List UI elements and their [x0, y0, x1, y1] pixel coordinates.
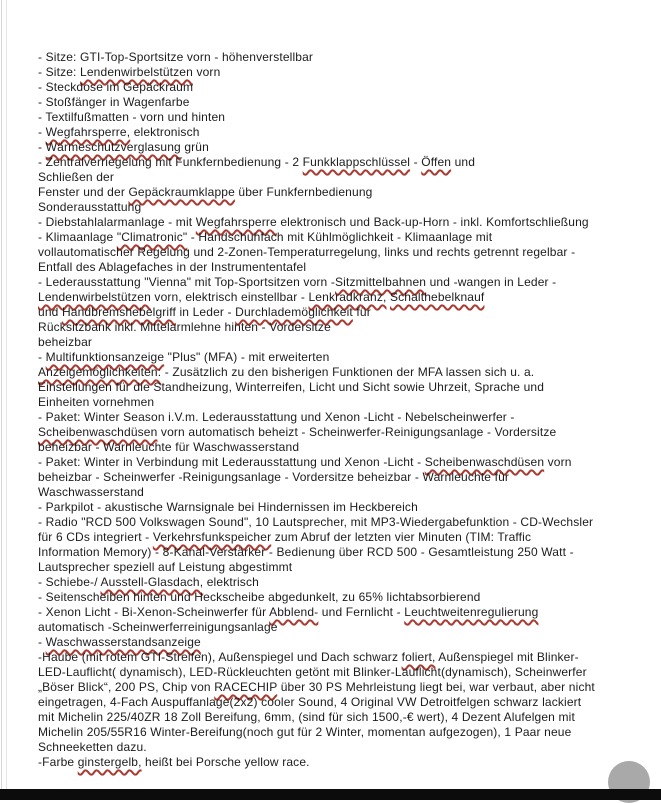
text-segment: vollautomatischer Regelung und 2-Zonen-Temperaturregelung, links und rechts getrennt regelbar - [38, 245, 576, 259]
text-line [38, 410, 645, 425]
text-segment: - Radio "RCD 500 Volkswagen Sound", 10 Lautsprecher, mit MP3-Wiedergabefunktion - CD-Wechsler [38, 515, 594, 529]
misspelled-word: Wegfahrsperre [195, 215, 277, 229]
text-line [38, 305, 645, 320]
misspelled-word: Handbremshebelgriff [61, 305, 176, 319]
misspelled-word: Abblend- [269, 605, 319, 619]
text-line [38, 215, 645, 230]
text-segment: - [38, 635, 46, 649]
text-segment: - Diebstahlalarmanlage - mit [38, 215, 196, 229]
text-segment: Einstellungen für die Standheizung, Winterreifen, Licht und Sicht sowie Uhrzeit, Sprache und [38, 380, 545, 394]
text-segment: Sonderausstattung [38, 200, 142, 214]
misspelled-word: Funkklappschlüssel [302, 155, 411, 169]
text-line [38, 365, 645, 380]
text-line [38, 290, 645, 305]
text-segment: - Xenon Licht - Bi-Xenon-Scheinwerfer für [38, 605, 270, 619]
text-segment: - Zusätzlich zu den bisherigen Funktionen der MFA lassen sich u. a. [161, 365, 535, 379]
text-segment: LED-Lauflicht( dynamisch), LED-Rückleuchten getönt mit Blinker-Lauflicht(dynamisch), Scheinwerfer [38, 665, 587, 679]
text-line [38, 500, 645, 515]
text-line [38, 275, 645, 290]
misspelled-word: RACECHIP [214, 680, 278, 694]
text-segment: in Leder - [176, 305, 236, 319]
text-segment: - Schiebe-/ [38, 575, 101, 589]
misspelled-word: Leuchtweitenregulierung [404, 605, 539, 619]
text-line [38, 245, 645, 260]
text-segment: vorn, elektrisch einstellbar - [150, 290, 309, 304]
text-segment: Schließen der [38, 170, 114, 184]
text-line [38, 80, 645, 95]
text-segment: - [38, 350, 46, 364]
text-segment: - [410, 155, 422, 169]
text-line [38, 65, 645, 80]
text-segment: heißt bei Porsche yellow race. [141, 755, 310, 769]
text-segment: Außenspiegel mit Blinker- [435, 650, 579, 664]
text-segment: für [352, 305, 371, 319]
text-segment: - Sitze: GTI-Top-Sportsitze vorn - höhenverstellbar [38, 50, 314, 64]
text-segment: und Fernlicht - [318, 605, 405, 619]
text-segment: - Sitze: [38, 65, 81, 79]
text-line [38, 695, 645, 710]
text-segment: - Lederausstattung "Vienna" mit Top-Sportsitzen vorn - [38, 275, 335, 289]
text-line [38, 530, 645, 545]
misspelled-word: Scheibenwaschdüsen [38, 425, 158, 439]
text-segment: Waschwasserstand [38, 485, 144, 499]
text-segment: - [38, 140, 46, 154]
text-line [38, 380, 645, 395]
page-left-edge [1, 0, 7, 800]
text-segment: über Funkfernbedienung [234, 185, 373, 199]
text-segment: - [38, 125, 46, 139]
misspelled-word: Gepäckraumklappe [128, 185, 235, 199]
misspelled-word: Lenkradkranz, [308, 290, 387, 304]
text-segment: und [451, 155, 476, 169]
misspelled-word: Lendenwirbelstützen [80, 65, 193, 79]
misspelled-word: Lendenwirbelstützen [38, 290, 151, 304]
misspelled-word: "Climatronic" [116, 230, 188, 244]
text-line [38, 710, 645, 725]
text-segment: und [38, 305, 62, 319]
text-line [38, 515, 645, 530]
text-segment: zum Abruf der letzten vier Minuten (TIM: Traffic [271, 530, 532, 544]
text-segment: mit Michelin 225/40ZR 18 Zoll Bereifung, 6mm, (sind für sich 1500,-€ wert), 4 Dezent Alufelgen mit [38, 710, 575, 724]
text-line [38, 635, 645, 650]
text-segment: vorn [192, 65, 221, 79]
text-line [38, 620, 645, 635]
misspelled-word: Verkehrsfunkspeicher [152, 530, 272, 544]
misspelled-word: Multifunktionsanzeige [45, 350, 165, 364]
document-text [38, 50, 645, 770]
text-line [38, 605, 645, 620]
text-line [38, 425, 645, 440]
misspelled-word: Ausstell-Glasdach, [100, 575, 204, 589]
misspelled-word: Waschwasserstandsanzeige [45, 635, 201, 649]
text-line [38, 650, 645, 665]
text-segment: vorn [544, 455, 572, 469]
text-line [38, 185, 645, 200]
misspelled-word: Schalthebelknauf [389, 290, 485, 304]
text-line [38, 755, 645, 770]
text-line [38, 260, 645, 275]
text-segment: Entfall des Ablagefaches in der Instrumententafel [38, 260, 307, 274]
text-segment: - Seitenscheiben hinten und Heckscheibe abgedunkelt, zu 65% lichtabsorbierend [38, 590, 481, 604]
text-line [38, 350, 645, 365]
text-line [38, 50, 645, 65]
text-segment: - Textilfußmatten - vorn und hinten [38, 110, 226, 124]
text-segment: beheizbar [38, 335, 93, 349]
text-line [38, 725, 645, 740]
text-segment: - Paket: Winter Season i.V.m. Lederausstattung und Xenon -Licht - Nebelscheinwerfer - [38, 410, 515, 424]
text-line [38, 590, 645, 605]
misspelled-word: foliert, [401, 650, 436, 664]
text-line [38, 230, 645, 245]
text-segment: für 6 CDs integriert - [38, 530, 153, 544]
text-segment: beheizbar - Warnleuchte für Waschwasserstand [38, 440, 300, 454]
text-segment: und -wangen in Leder - [426, 275, 557, 289]
text-segment: elektronisch [130, 125, 200, 139]
text-line [38, 665, 645, 680]
text-segment: grün [180, 140, 209, 154]
bottom-bar [0, 789, 661, 800]
misspelled-word: Sitzmittelbahnen [335, 275, 427, 289]
text-segment: automatisch -Scheinwerferreinigungsanlage [38, 620, 278, 634]
text-segment: vorn automatisch beheizt - Scheinwerfer-Reinigungsanlage - Vordersitze [157, 425, 557, 439]
text-line [38, 200, 645, 215]
text-line [38, 440, 645, 455]
text-line [38, 110, 645, 125]
text-line [38, 740, 645, 755]
text-line [38, 140, 645, 155]
text-line [38, 455, 645, 470]
misspelled-word: Wärmeschutzverglasung [45, 140, 181, 154]
text-segment: - Handschuhfach mit Kühlmöglichkeit - Klimaanlage mit [187, 230, 493, 244]
misspelled-word: Anzeigemöglichkeiten: [38, 365, 162, 379]
text-segment: Schneeketten dazu. [38, 740, 147, 754]
text-segment: beheizbar - Scheinwerfer -Reinigungsanlage - Vordersitze beheizbar - Warnleuchte für [38, 470, 510, 484]
misspelled-word: Durchlademöglichkeit [235, 305, 353, 319]
text-segment: "Plus" (MFA) - mit erweiterten [164, 350, 330, 364]
text-segment: „Böser Blick“, 200 PS, Chip von [38, 680, 215, 694]
text-line [38, 485, 645, 500]
text-line [38, 560, 645, 575]
text-segment: über 30 PS Mehrleistung liegt bei, war verbaut, aber nicht [277, 680, 595, 694]
text-segment: Einheiten vornehmen [38, 395, 155, 409]
text-line [38, 545, 645, 560]
text-segment: elektrisch [203, 575, 259, 589]
text-segment: Michelin 205/55R16 Winter-Bereifung(noch gut für 2 Winter, momentan aufgezogen), 1 Paar neue [38, 725, 572, 739]
text-segment: - Paket: Winter in Verbindung mit Lederausstattung und Xenon -Licht - [38, 455, 425, 469]
text-segment: - Zentralverriegelung mit Funkfernbedienung - 2 [38, 155, 303, 169]
misspelled-word: Öffen [421, 155, 452, 169]
text-line [38, 470, 645, 485]
misspelled-word: ginstergelb, [77, 755, 142, 769]
text-line [38, 680, 645, 695]
text-segment: -Haube (mit rotem GTI-Streifen), Außenspiegel und Dach schwarz [38, 650, 402, 664]
text-line [38, 395, 645, 410]
text-line [38, 320, 645, 335]
text-segment: Rücksitzbank inkl. Mittelarmlehne hinten - Vordersitze [38, 320, 331, 334]
text-segment: elektronisch und Back-up-Horn - inkl. Komfortschließung [276, 215, 589, 229]
misspelled-word: Wegfahrsperre, [45, 125, 131, 139]
text-line [38, 125, 645, 140]
text-line [38, 95, 645, 110]
text-segment: -Farbe [38, 755, 78, 769]
text-segment: - Steckdose im Gepäckraum [38, 80, 194, 94]
text-line [38, 575, 645, 590]
text-segment: Fenster und der [38, 185, 129, 199]
misspelled-word: Scheibenwaschdüsen [424, 455, 545, 469]
text-line [38, 335, 645, 350]
text-line [38, 170, 645, 185]
text-segment: Lautsprecher speziell auf Leistung abgestimmt [38, 560, 293, 574]
text-line [38, 155, 645, 170]
text-segment: Information Memory) - 8-Kanal-Verstärker - Bedienung über RCD 500 - Gesamtleistung 250 Watt - [38, 545, 574, 559]
text-segment: - Parkpilot - akustische Warnsignale bei Hindernissen im Heckbereich [38, 500, 418, 514]
text-segment: - Stoßfänger in Wagenfarbe [38, 95, 190, 109]
text-segment: - Klimaanlage [38, 230, 117, 244]
text-segment: eingetragen, 4-Fach Auspuffanlage(2x2) cooler Sound, 4 Original VW Detroitfelgen schwarz lackiert [38, 695, 582, 709]
